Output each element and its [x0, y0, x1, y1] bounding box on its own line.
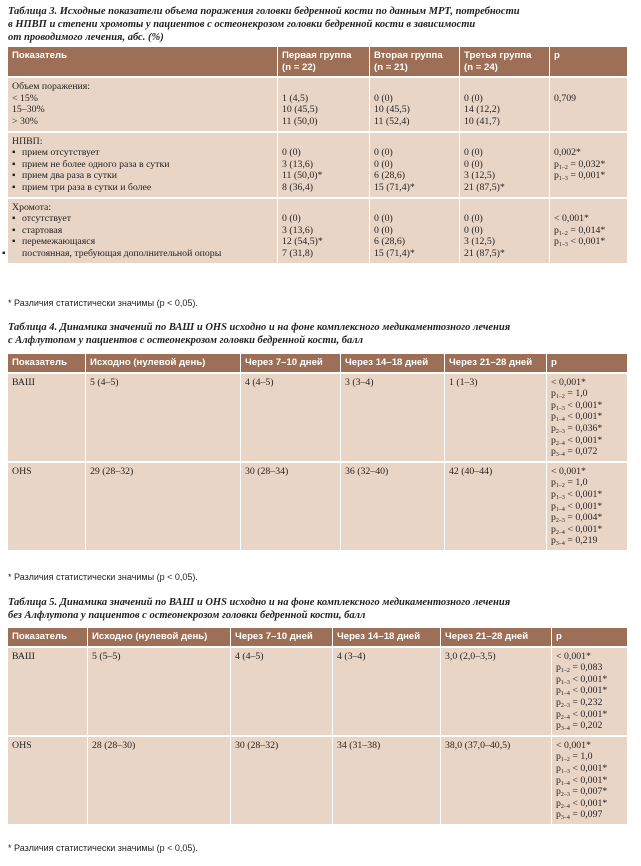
row-label-cell [8, 735, 88, 824]
cell-line: 0,002* [554, 147, 581, 159]
cell-line: 3 (12,5) [464, 236, 496, 248]
cell-line [374, 202, 455, 214]
cell-line: $p_{2-4} < 0,001*$ [551, 434, 603, 447]
cell-line: НПВП: [12, 135, 43, 147]
table3 [2, 47, 627, 263]
table3-header-cell [278, 47, 370, 76]
row-label-cell [8, 76, 278, 130]
day14-18-cell [341, 461, 445, 550]
cell-line: 0 (0) [282, 147, 301, 159]
group3-cell [460, 76, 550, 130]
cell-line: $p_{3-4} = 0,219$ [551, 535, 598, 548]
cell-line: $p_{2-3} = 0,036*$ [551, 422, 603, 435]
day7-10-cell [231, 735, 333, 824]
cell-line: ВАШ [12, 650, 35, 662]
cell-line: 0 (0) [464, 213, 483, 225]
header-text: (n = 21) [374, 61, 408, 73]
cell-line: $p_{1-3} < 0,001*$ [556, 673, 608, 686]
table-row [8, 76, 627, 130]
baseline-cell [86, 461, 241, 550]
cell-line: ▪ отсутствует [12, 213, 72, 225]
cell-line: 0 (0) [374, 224, 393, 236]
cell-line [554, 81, 623, 93]
day7-10-cell [241, 461, 341, 550]
table5-footnote: * Различия статистически значимы (p < 0,05). [8, 843, 198, 853]
cell-line: ▪ прием не более одного раза в сутки [12, 158, 170, 170]
table4-footnote: * Различия статистически значимы (p < 0,05). [8, 572, 198, 582]
cell-line: 12 (54,5)* [282, 236, 323, 248]
table5 [8, 628, 627, 824]
table5-header-cell [441, 628, 552, 646]
cell-line: $p_{2-4} < 0,001*$ [556, 708, 608, 721]
cell-line: 3 (13,6) [282, 224, 314, 236]
table3-header-cell [460, 47, 550, 76]
cell-line: 15–30% [12, 104, 45, 116]
day21-28-cell [445, 461, 547, 550]
cell-line: $p_{1-2} = 0,083$ [556, 662, 603, 675]
header-text: Через 7–10 дней [235, 631, 313, 642]
cell-line: > 30% [12, 115, 38, 127]
cell-line: 15 (71,4)* [374, 181, 415, 193]
table-row [8, 646, 627, 735]
cell-line: ▪ прием отсутствует [12, 147, 100, 159]
cell-line: $p_{2-3} = 0,232$ [556, 696, 603, 709]
row-label-cell [8, 372, 86, 461]
cell-line: 3,0 (2,0–3,5) [445, 650, 496, 662]
header-text: p [556, 631, 562, 642]
day7-10-cell [231, 646, 333, 735]
cell-line: $p_{3-4} = 0,202$ [556, 720, 603, 733]
p-value-cell [547, 372, 627, 461]
cell-line: 0 (0) [464, 158, 483, 170]
cell-line: 1 (1–3) [449, 376, 478, 388]
table4-header-cell [341, 354, 445, 372]
table4-header-cell [86, 354, 241, 372]
cell-line: $p_{2-3} = 0,007*$ [556, 786, 608, 799]
table3-header-cell [8, 47, 278, 76]
row-label-cell [8, 461, 86, 550]
p-value-cell [550, 131, 627, 197]
bullet-icon: ▪ [12, 213, 16, 225]
cell-line: < 0,001* [556, 650, 591, 662]
cell-line: 6 (28,6) [374, 170, 406, 182]
table5-header-cell [231, 628, 333, 646]
bullet-icon: ▪ [2, 247, 6, 259]
cell-line: 1 (4,5) [282, 92, 309, 104]
bullet-icon: ▪ [12, 224, 16, 236]
bullet-icon: ▪ [12, 181, 16, 193]
p-value-cell [552, 735, 627, 824]
cell-line: 7 (31,8) [282, 247, 314, 259]
baseline-cell [88, 735, 231, 824]
cell-line: 0 (0) [374, 92, 393, 104]
cell-line: $p_{1-4} < 0,001*$ [556, 774, 608, 787]
header-text: Исходно (нулевой день) [92, 631, 208, 642]
cell-line: ▪ перемежающаяся [12, 236, 96, 248]
cell-line: < 0,001* [551, 376, 586, 388]
header-text: (n = 24) [464, 61, 498, 73]
header-text: Через 7–10 дней [245, 357, 323, 368]
table-row [8, 197, 627, 263]
table-row [8, 131, 627, 197]
cell-line: 0 (0) [282, 213, 301, 225]
cell-line: 21 (87,5)* [464, 181, 505, 193]
cell-line: $p_{1-3} < 0,001*$ [551, 488, 603, 501]
day21-28-cell [445, 372, 547, 461]
header-text: Показатель [12, 631, 68, 642]
bullet-icon: ▪ [12, 236, 16, 248]
group3-cell [460, 197, 550, 263]
cell-line: 30 (28–34) [245, 465, 289, 477]
table5-caption: Таблица 5. Динамика значений по ВАШ и OHS исходно и на фоне комплексного медикаментозного лечения без Алфлутопа у пациентов с остеонекрозом головки бедренной кости, балл [8, 597, 511, 621]
cell-line: $p_{1-2} = 1,0$ [551, 388, 588, 401]
table3-caption: Таблица 3. Исходные показатели объема поражения головки бедренной кости по данным МРТ, потребности в НПВП и степени хромоты у пациентов с остеонекрозом головки бедренной кости в зависимости от проводимого лечения, абс. (%) [8, 6, 520, 43]
table5-header-row [8, 628, 627, 646]
cell-line: $p_{1-3} = 0,001*$ [554, 170, 606, 183]
cell-line: 28 (28–30) [92, 739, 136, 751]
cell-line [464, 81, 545, 93]
cell-line [464, 136, 545, 148]
bullet-icon: ▪ [12, 158, 16, 170]
cell-line: $p_{3-4} = 0,097$ [556, 809, 603, 822]
day14-18-cell [341, 372, 445, 461]
cell-line: $p_{2-3} = 0,004*$ [551, 512, 603, 525]
row-label-cell [8, 131, 278, 197]
cell-line: ▪ стартовая [12, 224, 63, 236]
cell-line: Объем поражения: [12, 81, 90, 93]
cell-line: 3 (12,5) [464, 170, 496, 182]
cell-line [554, 202, 623, 214]
cell-line: ▪ прием два раза в сутки [12, 170, 118, 182]
group1-cell [278, 76, 370, 130]
cell-line: $p_{1-3} < 0,001*$ [551, 399, 603, 412]
cell-line [464, 202, 545, 214]
cell-line: 3 (13,6) [282, 158, 314, 170]
header-text: Через 14–18 дней [337, 631, 421, 642]
cell-line: 10 (45,5) [374, 104, 410, 116]
cell-line: 0 (0) [464, 92, 483, 104]
header-text: Исходно (нулевой день) [90, 357, 206, 368]
table4-header-cell [547, 354, 627, 372]
cell-line: $p_{1-2} = 0,014*$ [554, 224, 606, 237]
header-text: (n = 22) [282, 61, 316, 73]
cell-line: 29 (28–32) [90, 465, 134, 477]
cell-line: $p_{1-2} = 0,032*$ [554, 158, 606, 171]
header-text: Через 14–18 дней [345, 357, 429, 368]
row-label-cell [8, 646, 88, 735]
table-row [8, 372, 627, 461]
cell-line: Хромота: [12, 201, 52, 213]
cell-line: 30 (28–32) [235, 739, 279, 751]
group1-cell [278, 131, 370, 197]
cell-line: 4 (4–5) [235, 650, 264, 662]
baseline-cell [88, 646, 231, 735]
cell-line: 0 (0) [374, 213, 393, 225]
cell-line: $p_{1-2} = 1,0$ [551, 477, 588, 490]
cell-line: ▪ прием три раза в сутки и более [12, 181, 152, 193]
day21-28-cell [441, 735, 552, 824]
cell-line: 42 (40–44) [449, 465, 493, 477]
day14-18-cell [333, 646, 441, 735]
cell-line [554, 136, 623, 148]
cell-line: 8 (36,4) [282, 181, 314, 193]
cell-line: $p_{2-4} < 0,001*$ [551, 523, 603, 536]
cell-line: ВАШ [12, 376, 35, 388]
table4-header-cell [241, 354, 341, 372]
bullet-icon: ▪ [12, 147, 16, 159]
group1-cell [278, 197, 370, 263]
cell-line: OHS [12, 739, 32, 751]
table5-header-cell [333, 628, 441, 646]
table-row [8, 735, 627, 824]
cell-line: 4 (4–5) [245, 376, 274, 388]
bullet-icon: ▪ [12, 170, 16, 182]
cell-line: < 0,001* [554, 213, 589, 225]
cell-line [282, 81, 365, 93]
cell-line: 5 (4–5) [90, 376, 119, 388]
cell-line: 3 (3–4) [345, 376, 374, 388]
table4-header-cell [8, 354, 86, 372]
cell-line: $p_{1-4} < 0,001*$ [556, 685, 608, 698]
cell-line: 11 (50,0)* [282, 170, 323, 182]
cell-line: 36 (32–40) [345, 465, 389, 477]
cell-line: $p_{1-3} < 0,001*$ [556, 762, 608, 775]
cell-line: $p_{1-4} < 0,001*$ [551, 411, 603, 424]
cell-line: 5 (5–5) [92, 650, 121, 662]
header-text: Показатель [12, 357, 68, 368]
cell-line: 14 (12,2) [464, 104, 500, 116]
cell-line: $p_{1-4} < 0,001*$ [551, 500, 603, 513]
day7-10-cell [241, 372, 341, 461]
cell-line: 4 (3–4) [337, 650, 366, 662]
cell-line: $p_{2-4} < 0,001*$ [556, 797, 608, 810]
header-text: Через 21–28 дней [449, 357, 533, 368]
day21-28-cell [441, 646, 552, 735]
cell-line [282, 136, 365, 148]
table4-caption: Таблица 4. Динамика значений по ВАШ и OHS исходно и на фоне комплексного медикаментозного лечения с Алфлутопом у пациентов с остеонекрозом головки бедренной кости, балл [8, 322, 511, 346]
cell-line: 11 (50,0) [282, 115, 318, 127]
cell-line: 21 (87,5)* [464, 247, 505, 259]
cell-line: 38,0 (37,0–40,5) [445, 739, 511, 751]
table-row [8, 461, 627, 550]
table3-header-row [8, 47, 627, 76]
p-value-cell [547, 461, 627, 550]
cell-line: 10 (41,7) [464, 115, 500, 127]
cell-line [282, 202, 365, 214]
cell-line: 15 (71,4)* [374, 247, 415, 259]
cell-line: < 0,001* [556, 739, 591, 751]
cell-line: ▪ постоянная, требующая дополнительной опоры [2, 247, 222, 259]
p-value-cell [550, 76, 627, 130]
cell-line: 11 (52,4) [374, 115, 410, 127]
day14-18-cell [333, 735, 441, 824]
group2-cell [370, 76, 460, 130]
table5-header-cell [8, 628, 88, 646]
cell-line: 0 (0) [374, 147, 393, 159]
header-text: Первая группа [282, 50, 352, 61]
group2-cell [370, 197, 460, 263]
cell-line: OHS [12, 465, 32, 477]
cell-line: 10 (45,5) [282, 104, 318, 116]
cell-line: < 0,001* [551, 465, 586, 477]
table3-footnote: * Различия статистически значимы (p < 0,05). [8, 298, 198, 308]
header-text: Третья группа [464, 50, 532, 61]
cell-line: < 15% [12, 92, 38, 104]
cell-line: 0 (0) [374, 158, 393, 170]
header-text: Через 21–28 дней [445, 631, 529, 642]
p-value-cell [552, 646, 627, 735]
table4 [8, 354, 627, 550]
cell-line: 0 (0) [464, 224, 483, 236]
cell-line: $p_{1-3} < 0,001*$ [554, 236, 606, 249]
table3-header-cell [370, 47, 460, 76]
table4-header-row [8, 354, 627, 372]
header-text: Вторая группа [374, 50, 443, 61]
cell-line [374, 81, 455, 93]
p-value-cell [550, 197, 627, 263]
baseline-cell [86, 372, 241, 461]
cell-line: 34 (31–38) [337, 739, 381, 751]
group3-cell [460, 131, 550, 197]
cell-line: 0,709 [554, 92, 577, 104]
cell-line: 0 (0) [464, 147, 483, 159]
cell-line: $p_{1-2} = 1,0$ [556, 751, 593, 764]
group2-cell [370, 131, 460, 197]
table3-header-cell [550, 47, 627, 76]
table5-header-cell [552, 628, 627, 646]
cell-line: 6 (28,6) [374, 236, 406, 248]
header-text: p [554, 50, 560, 61]
cell-line [374, 136, 455, 148]
header-text: Показатель [12, 50, 68, 61]
header-text: p [551, 357, 557, 368]
row-label-cell [2, 197, 278, 263]
table4-header-cell [445, 354, 547, 372]
table5-header-cell [88, 628, 231, 646]
cell-line: $p_{3-4} = 0,072$ [551, 446, 598, 459]
